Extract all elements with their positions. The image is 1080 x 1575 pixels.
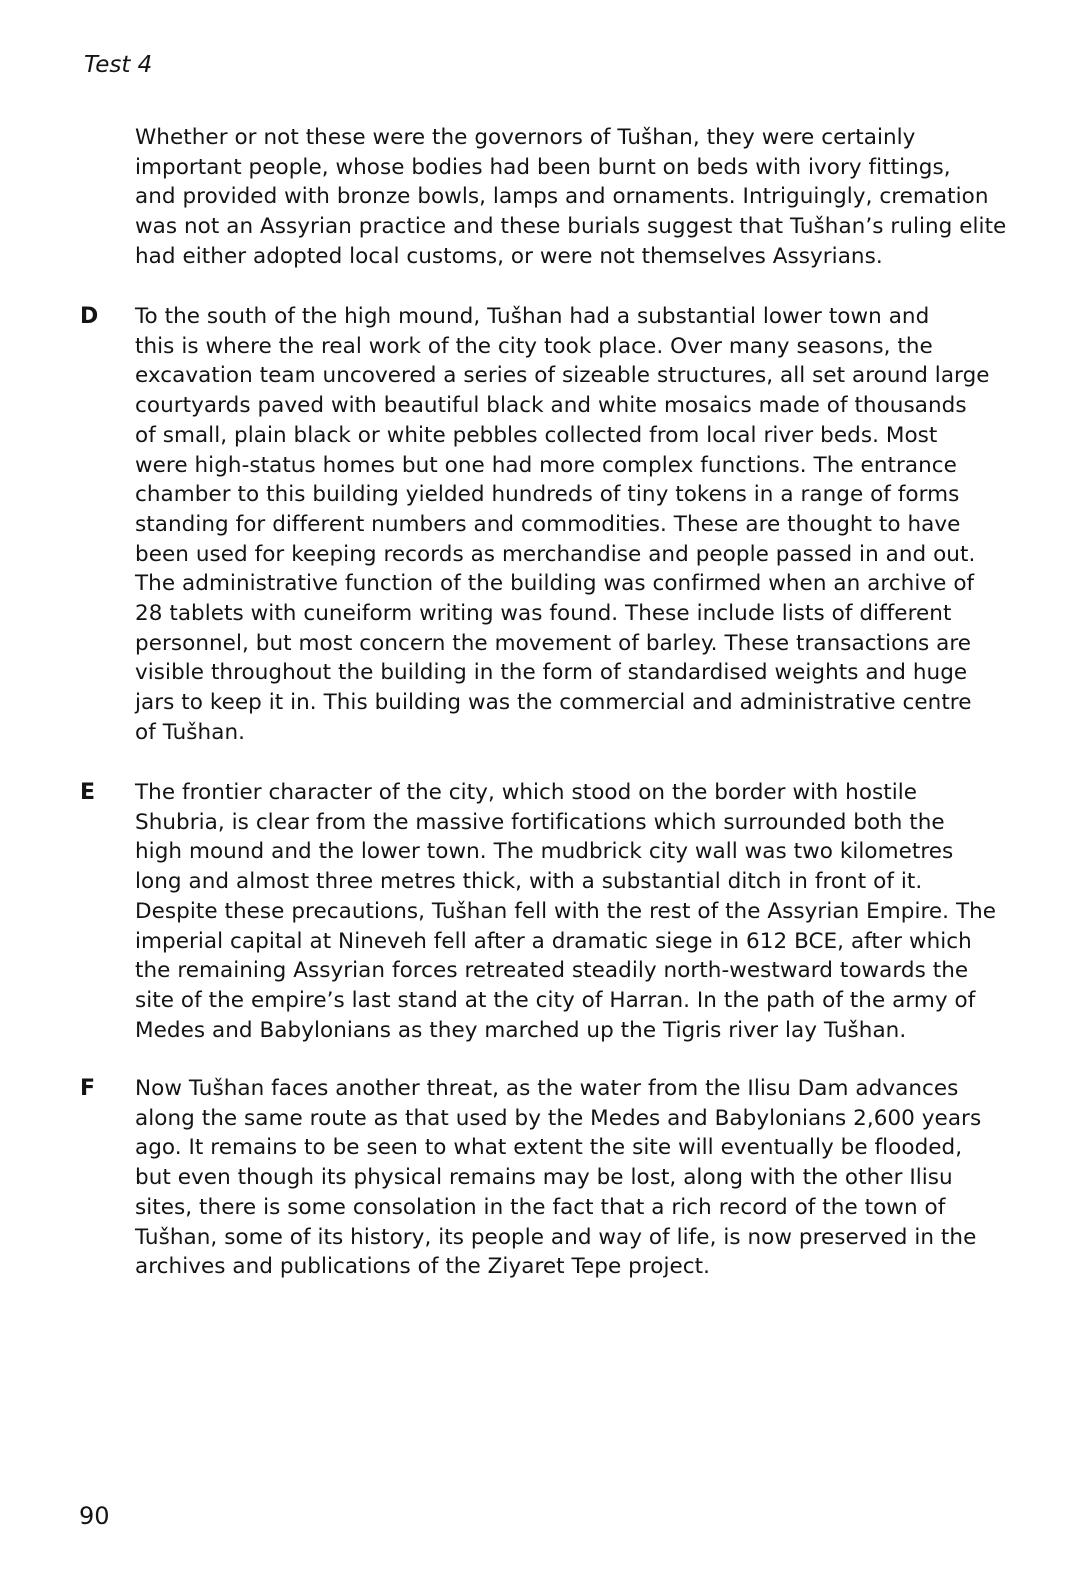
section-paragraph [135, 302, 1035, 748]
paragraph-line: personnel, but most concern the movement of barley. These transactions are [135, 630, 972, 656]
running-header: Test 4 [84, 52, 153, 78]
paragraph-line: of small, plain black or white pebbles collected from local river beds. Most [135, 422, 938, 448]
section-letter: D [80, 304, 99, 329]
paragraph-line: site of the empire’s last stand at the city of Harran. In the path of the army of [135, 987, 976, 1013]
paragraph-line: archives and publications of the Ziyaret Tepe project. [135, 1254, 711, 1280]
paragraph-line: To the south of the high mound, Tušhan had a substantial lower town and [135, 304, 930, 329]
paragraph-line: Shubria, is clear from the massive fortifications which surrounded both the [135, 809, 945, 835]
paragraph-line: Whether or not these were the governors of Tušhan, they were certainly [135, 125, 916, 150]
paragraph-line: visible throughout the building in the form of standardised weights and huge [135, 660, 968, 686]
paragraph-line: jars to keep it in. This building was the commercial and administrative centre [135, 690, 972, 716]
paragraph-line: long and almost three metres thick, with a substantial ditch in front of it. [135, 869, 923, 895]
section-paragraph [135, 1074, 1035, 1282]
paragraph-line: excavation team uncovered a series of sizeable structures, all set around large [135, 363, 990, 389]
paragraph-line: the remaining Assyrian forces retreated steadily north-westward towards the [135, 958, 969, 984]
paragraph-line: 28 tablets with cuneiform writing was found. These include lists of different [135, 601, 952, 627]
section-letter: E [80, 780, 96, 805]
section-paragraph [135, 778, 1035, 1045]
paragraph-line: Tušhan, some of its history, its people and way of life, is now preserved in the [135, 1224, 977, 1250]
paragraph-line: imperial capital at Nineveh fell after a dramatic siege in 612 BCE, after which [135, 928, 972, 954]
paragraph-line: ago. It remains to be seen to what extent the site will eventually be flooded, [135, 1135, 963, 1161]
paragraph-line: were high-status homes but one had more complex functions. The entrance [135, 452, 957, 478]
paragraph-line: had either adopted local customs, or were not themselves Assyrians. [135, 243, 883, 269]
paragraph-line: Despite these precautions, Tušhan fell with the rest of the Assyrian Empire. The [135, 898, 997, 924]
paragraph-line: along the same route as that used by the Medes and Babylonians 2,600 years [135, 1105, 982, 1131]
paragraph-line: Medes and Babylonians as they marched up the Tigris river lay Tušhan. [135, 1017, 907, 1043]
page-number: 90 [79, 1502, 110, 1530]
paragraph-line: standing for different numbers and commodities. These are thought to have [135, 511, 961, 537]
paragraph-line: important people, whose bodies had been burnt on beds with ivory fittings, [135, 154, 951, 180]
section-paragraph [135, 123, 1035, 272]
paragraph-line: sites, there is some consolation in the fact that a rich record of the town of [135, 1194, 946, 1220]
paragraph-line: high mound and the lower town. The mudbrick city wall was two kilometres [135, 839, 954, 865]
paragraph-line: of Tušhan. [135, 719, 246, 745]
paragraph-line: been used for keeping records as merchandise and people passed in and out. [135, 541, 976, 567]
paragraph-line: but even though its physical remains may be lost, along with the other Ilisu [135, 1165, 953, 1191]
paragraph-line: chamber to this building yielded hundreds of tiny tokens in a range of forms [135, 482, 960, 508]
paragraph-line: Now Tušhan faces another threat, as the water from the Ilisu Dam advances [135, 1076, 959, 1101]
paragraph-line: was not an Assyrian practice and these burials suggest that Tušhan’s ruling elite [135, 214, 1007, 240]
paragraph-line: The frontier character of the city, which stood on the border with hostile [135, 780, 918, 805]
paragraph-line: The administrative function of the building was confirmed when an archive of [135, 571, 975, 597]
paragraph-line: this is where the real work of the city took place. Over many seasons, the [135, 333, 933, 359]
paragraph-line: courtyards paved with beautiful black and white mosaics made of thousands [135, 393, 967, 419]
paragraph-line: and provided with bronze bowls, lamps and ornaments. Intriguingly, cremation [135, 184, 989, 210]
section-letter: F [80, 1076, 96, 1101]
